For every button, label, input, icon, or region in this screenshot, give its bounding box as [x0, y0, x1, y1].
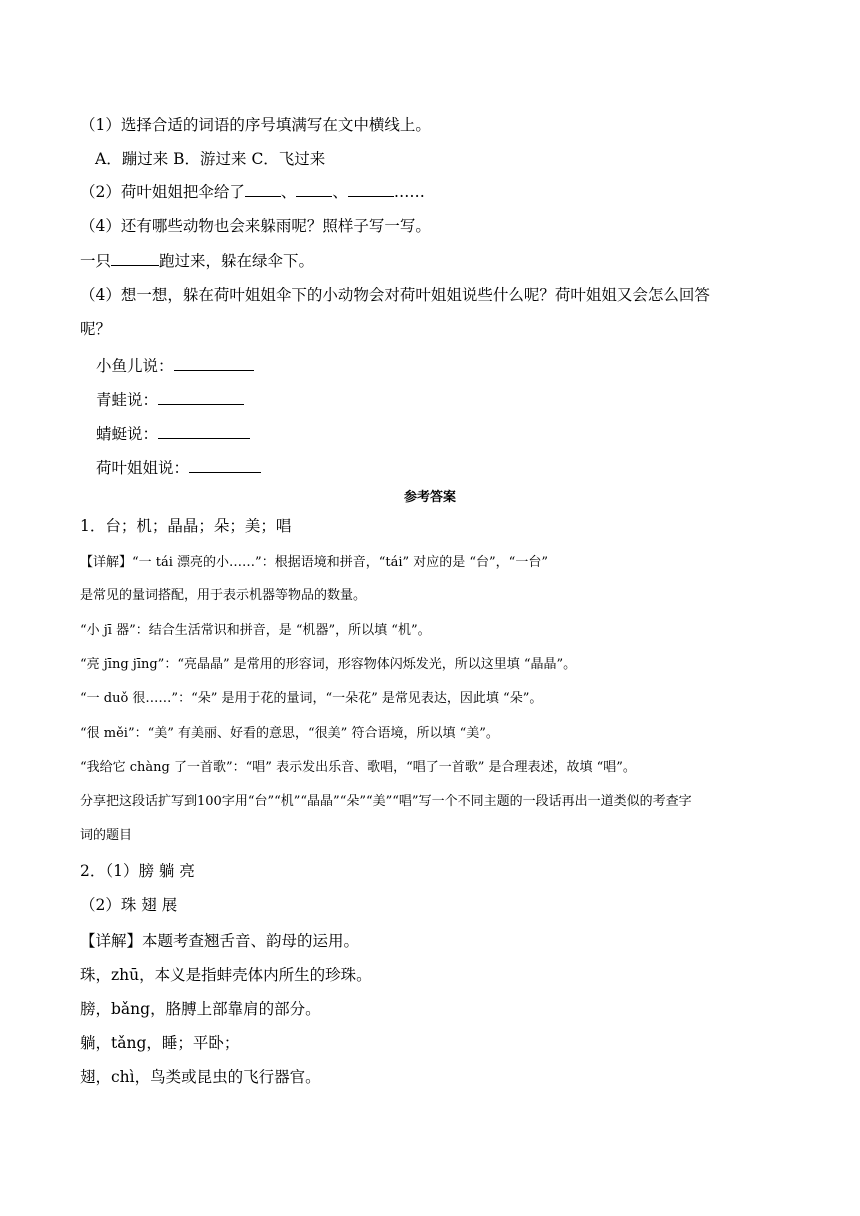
answer-blank[interactable] [111, 251, 159, 266]
separator: 、 [332, 183, 348, 201]
answer-1-detail-line-1 [80, 551, 548, 570]
answer-blank[interactable] [348, 182, 394, 197]
answer-2-detail [80, 929, 359, 951]
detail-tag: 【详解】 [80, 932, 143, 950]
answer-1-detail-line-8: 分享把这段话扩写到100字用“台”“机”“晶晶”“朵”“美”“唱”写一个不同主题的一段话再出一道类似的考查字 [80, 794, 692, 809]
question-1-options: A．蹦过来 B．游过来 C．飞过来 [95, 150, 326, 168]
example-suffix: 跑过来，躲在绿伞下。 [159, 252, 315, 270]
detail-text: 本题考查翘舌音、韵母的运用。 [142, 932, 360, 950]
speaker-label: 青蛙说： [96, 391, 159, 409]
answer-2-part-2: （2）珠 翅 展 [80, 896, 178, 914]
answer-2-detail-line-2: 膀，bǎng，胳膊上部靠肩的部分。 [80, 1000, 321, 1018]
answer-1-detail-line-2: 是常见的量词搭配，用于表示机器等物品的数量。 [80, 588, 367, 603]
speaker-label: 蜻蜓说： [96, 425, 159, 443]
answer-2-detail-line-3: 躺，tǎng，睡；平卧； [80, 1034, 240, 1052]
speaker-line-lotus [96, 456, 261, 478]
answer-1-detail-line-9: 词的题目 [80, 828, 133, 843]
question-1-prompt: （1）选择合适的词语的序号填满写在文中横线上。 [80, 116, 431, 134]
speaker-label: 荷叶姐姐说： [96, 459, 190, 477]
question-4b-line-1: （4）想一想，躲在荷叶姐姐伞下的小动物会对荷叶姐姐说些什么呢？荷叶姐姐又会怎么回答 [80, 286, 710, 304]
question-4a-example [80, 249, 314, 271]
answer-2-part-1: 2．（1）膀 躺 亮 [80, 862, 195, 880]
answer-blank[interactable] [158, 424, 250, 439]
answer-blank[interactable] [158, 390, 244, 405]
detail-text: “一 tái 漂亮的小……”：根据语境和拼音，“tái” 对应的是 “台”，“一台” [132, 555, 548, 570]
answer-blank[interactable] [296, 182, 332, 197]
answer-blank[interactable] [245, 182, 281, 197]
answer-1: 1．台；机；晶晶；朵；美；唱 [80, 517, 292, 535]
answer-1-detail-line-7: “我给它 chàng 了一首歌”：“唱” 表示发出乐音、歌唱，“唱了一首歌” 是合理表述，故填 “唱”。 [80, 760, 636, 775]
answer-blank[interactable] [174, 356, 254, 371]
speaker-line-fish [96, 354, 254, 376]
question-2 [80, 180, 425, 202]
answer-section-title: 参考答案 [403, 490, 456, 505]
speaker-line-dragonfly [96, 422, 250, 444]
answer-1-detail-line-5: “一 duǒ 很……”：“朵” 是用于花的量词，“一朵花” 是常见表达，因此填 “朵”。 [80, 691, 543, 706]
answer-2-detail-line-4: 翅，chì，鸟类或昆虫的飞行器官。 [80, 1068, 321, 1086]
example-prefix: 一只 [80, 252, 112, 270]
question-2-prefix: （2）荷叶姐姐把伞给了 [80, 183, 245, 201]
detail-tag: 【详解】 [80, 555, 133, 570]
question-2-suffix: …… [393, 183, 425, 201]
answer-2-detail-line-1: 珠，zhū，本义是指蚌壳体内所生的珍珠。 [80, 966, 372, 984]
answer-1-detail-line-3: “小 jī 器”：结合生活常识和拼音，是 “机器”，所以填 “机”。 [80, 623, 431, 638]
speaker-label: 小鱼儿说： [96, 357, 174, 375]
answer-blank[interactable] [189, 458, 261, 473]
separator: 、 [280, 183, 297, 201]
speaker-line-frog [96, 388, 244, 410]
answer-1-detail-line-4: “亮 jīng jīng”：“亮晶晶” 是常用的形容词，形容物体闪烁发光，所以这里填 “晶晶”。 [80, 657, 577, 672]
question-4a-prompt: （4）还有哪些动物也会来躲雨呢？照样子写一写。 [80, 217, 431, 235]
answer-1-detail-line-6: “很 měi”：“美” 有美丽、好看的意思，“很美” 符合语境，所以填 “美”。 [80, 726, 499, 741]
question-4b-line-2: 呢？ [80, 320, 112, 338]
